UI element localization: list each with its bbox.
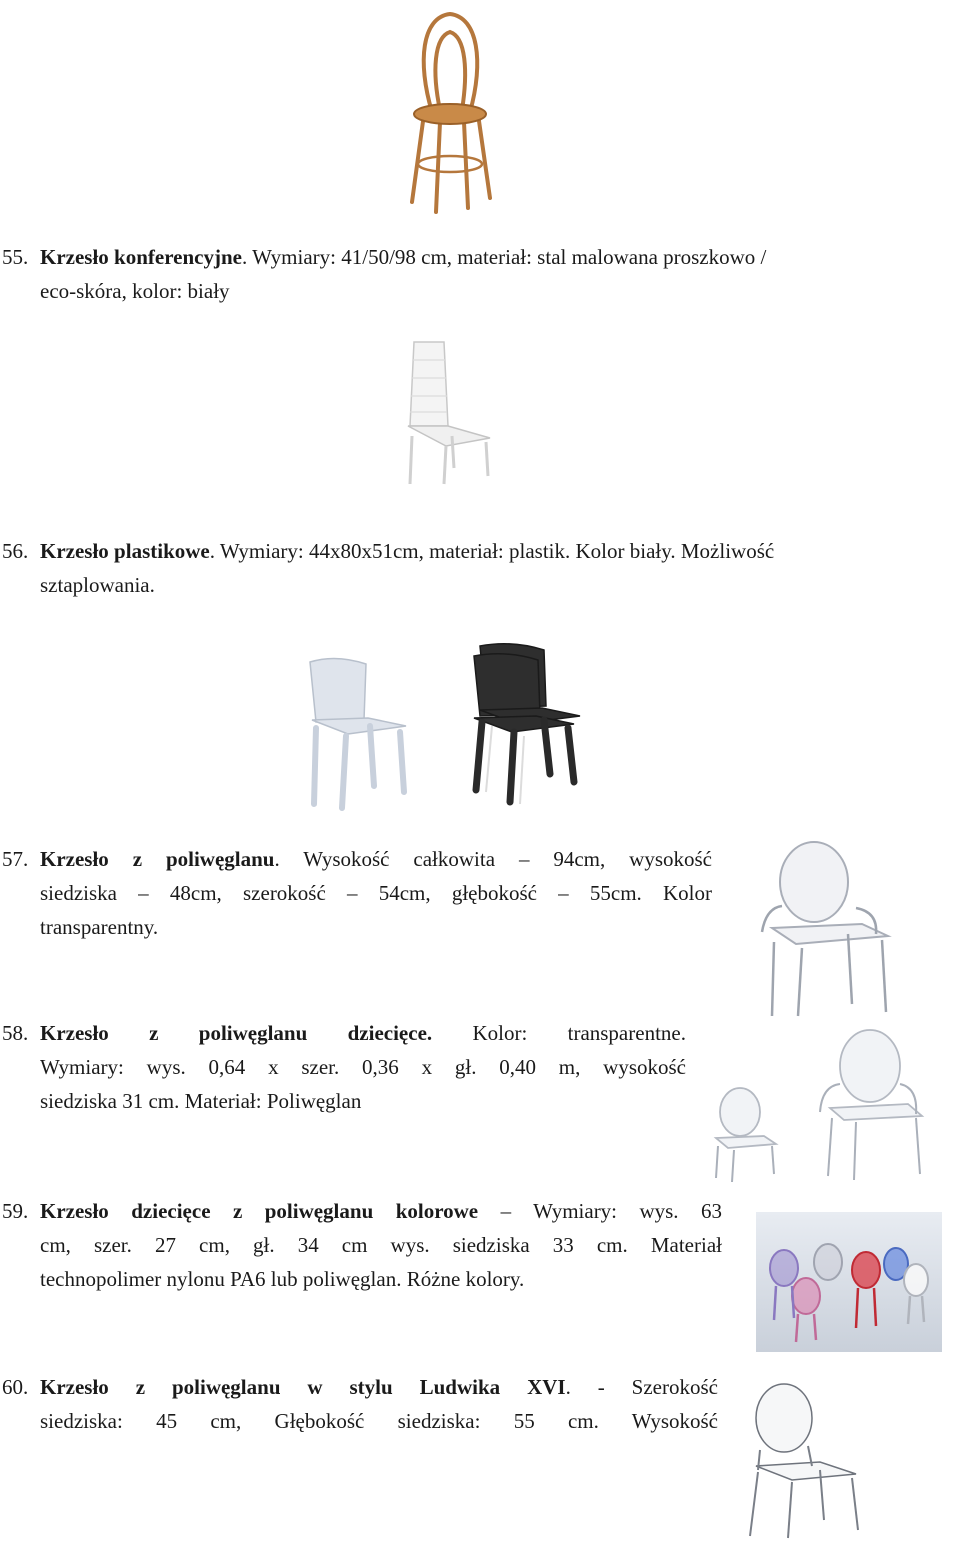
item-57-line3: transparentny. [40, 915, 159, 939]
colorful-kids-chairs-image [756, 1212, 942, 1352]
item-60-line2: siedziska: 45 cm, Głębokość siedziska: 55 cm. Wysokość [40, 1409, 718, 1433]
item-58-line1 [2, 1016, 686, 1050]
item-text: . Wymiary: 41/50/98 cm, materiał: stal malowana proszkowo / [241, 245, 767, 269]
item-number: 57. [2, 847, 29, 871]
item-title: Krzesło konferencyjne [40, 245, 242, 269]
item-60 [2, 1370, 718, 1438]
item-59 [2, 1194, 722, 1296]
item-text: – Wymiary: wys. 63 [478, 1199, 722, 1223]
item-number: 58. [2, 1021, 29, 1045]
item-text: . Wymiary: 44x80x51cm, materiał: plastik. Kolor biały. Możliwość [209, 539, 775, 563]
item-59-line3: technopolimer nylonu PA6 lub poliwęglan. Różne kolory. [40, 1267, 525, 1291]
white-conference-chair-image [400, 338, 496, 488]
item-number: 56. [2, 539, 29, 563]
item-57 [2, 842, 712, 944]
item-59-line1 [2, 1194, 722, 1228]
item-text: Kolor: transparentne. [432, 1021, 686, 1045]
kids-armchairs-image [704, 1026, 926, 1182]
item-title: Krzesło z poliwęglanu dziecięce. [40, 1021, 433, 1045]
item-number: 60. [2, 1375, 29, 1399]
item-title: Krzesło z poliwęglanu [40, 847, 275, 871]
item-number: 59. [2, 1199, 29, 1223]
item-58-line2: Wymiary: wys. 0,64 x szer. 0,36 x gł. 0,40 m, wysokość [40, 1055, 686, 1079]
item-57-line1 [2, 842, 712, 876]
plastic-chairs-image [296, 640, 586, 812]
item-55 [2, 240, 942, 308]
item-55-line1 [2, 240, 942, 274]
item-55-line2: eco-skóra, kolor: biały [40, 279, 230, 303]
bentwood-chair-image [392, 2, 508, 220]
louis-xvi-chair-image [740, 1380, 880, 1540]
item-text: . Wysokość całkowita – 94cm, wysokość [274, 847, 713, 871]
item-title: Krzesło z poliwęglanu w stylu Ludwika XVI [40, 1375, 566, 1399]
transparent-armchair-image [752, 836, 896, 1020]
item-56-line1 [2, 534, 942, 568]
item-60-line1 [2, 1370, 718, 1404]
item-number: 55. [2, 245, 29, 269]
item-title: Krzesło dziecięce z poliwęglanu kolorowe [40, 1199, 479, 1223]
item-58-line3: siedziska 31 cm. Materiał: Poliwęglan [40, 1089, 362, 1113]
item-57-line2: siedziska – 48cm, szerokość – 54cm, głębokość – 55cm. Kolor [40, 881, 712, 905]
item-56 [2, 534, 942, 602]
item-text: . - Szerokość [565, 1375, 718, 1399]
item-56-line2: sztaplowania. [40, 573, 155, 597]
item-59-line2: cm, szer. 27 cm, gł. 34 cm wys. siedziska 33 cm. Materiał [40, 1233, 722, 1257]
item-title: Krzesło plastikowe [40, 539, 210, 563]
item-58 [2, 1016, 686, 1118]
